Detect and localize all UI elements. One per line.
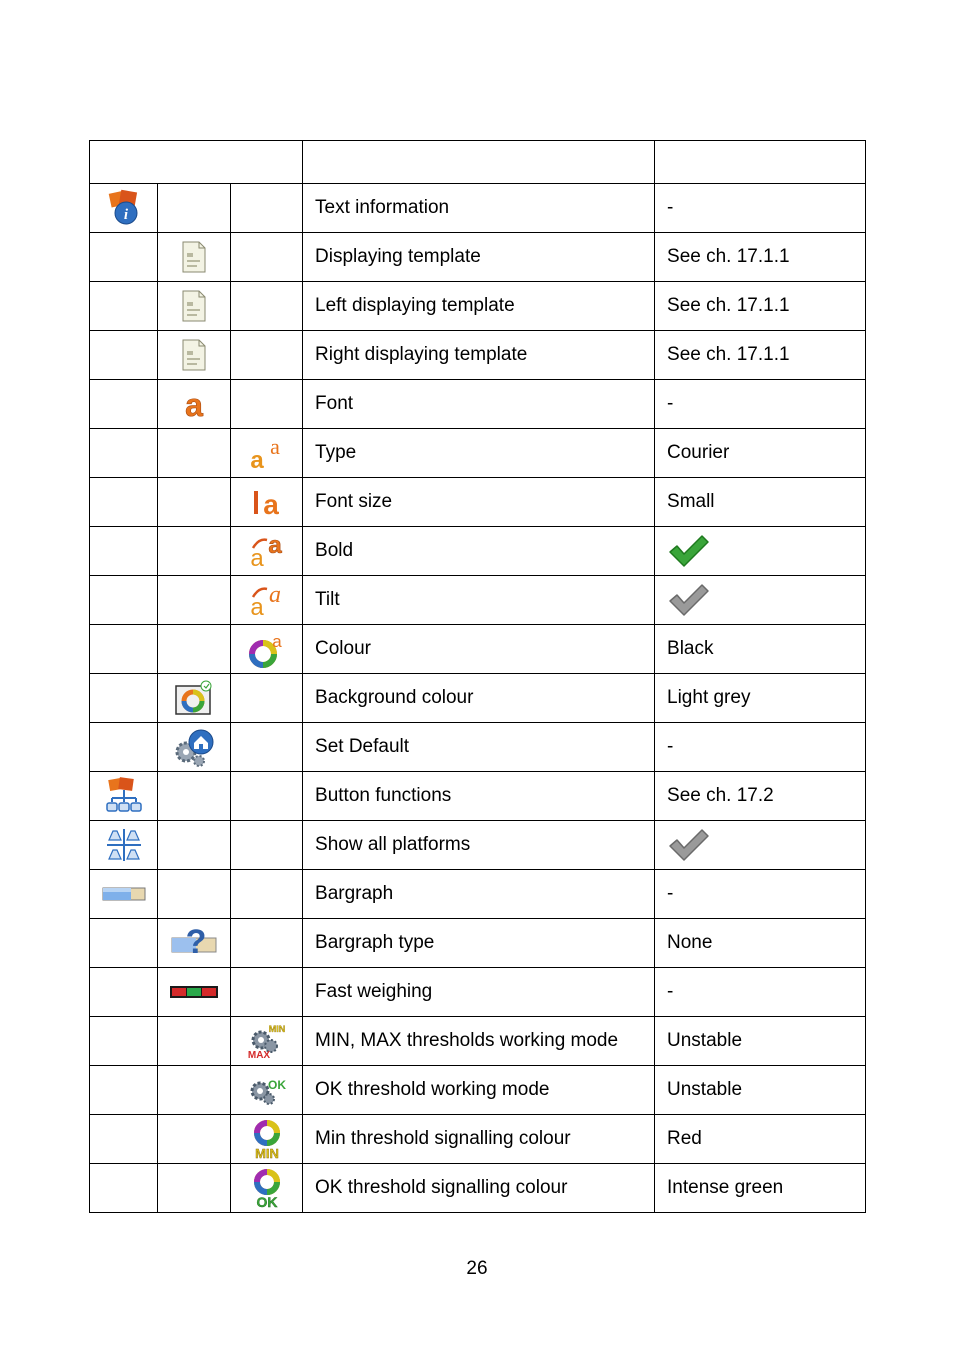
parameter-name: Right displaying template bbox=[303, 331, 655, 380]
icon-cell-level-2 bbox=[158, 821, 231, 870]
icon-cell-level-3 bbox=[231, 184, 303, 233]
table-row bbox=[90, 625, 866, 674]
icon-cell-level-3 bbox=[231, 870, 303, 919]
table-row bbox=[90, 968, 866, 1017]
icon-cell-level-2 bbox=[158, 1164, 231, 1213]
set-default-icon[interactable] bbox=[171, 726, 217, 768]
icon-cell-level-2 bbox=[158, 478, 231, 527]
checkmark-grey-icon bbox=[667, 827, 711, 863]
icon-cell-level-3 bbox=[231, 723, 303, 772]
icon-cell-level-3 bbox=[231, 429, 303, 478]
fast-weighing-icon[interactable] bbox=[169, 984, 219, 1000]
parameter-value: Black bbox=[655, 625, 866, 674]
parameter-value: See ch. 17.1.1 bbox=[655, 233, 866, 282]
svg-text:MIN: MIN bbox=[254, 1146, 279, 1160]
svg-text:a: a bbox=[262, 489, 279, 518]
parameter-name: Displaying template bbox=[303, 233, 655, 282]
table-header-row bbox=[90, 141, 866, 184]
bold-icon[interactable] bbox=[247, 532, 287, 570]
font-colour-icon[interactable] bbox=[248, 630, 286, 668]
template-icon[interactable] bbox=[180, 289, 208, 323]
icon-cell-level-2 bbox=[158, 429, 231, 478]
parameter-name: Bargraph bbox=[303, 870, 655, 919]
svg-text:?: ? bbox=[185, 924, 207, 961]
icon-cell-level-1 bbox=[90, 184, 158, 233]
table-row bbox=[90, 674, 866, 723]
icon-cell-level-2 bbox=[158, 1017, 231, 1066]
icon-cell-level-1 bbox=[90, 870, 158, 919]
icon-cell-level-3 bbox=[231, 919, 303, 968]
icon-cell-level-1 bbox=[90, 233, 158, 282]
parameter-value: Unstable bbox=[655, 1017, 866, 1066]
icon-cell-level-3 bbox=[231, 282, 303, 331]
parameter-name: Font bbox=[303, 380, 655, 429]
parameter-value bbox=[655, 527, 866, 576]
parameter-name: Show all platforms bbox=[303, 821, 655, 870]
icon-cell-level-1 bbox=[90, 576, 158, 625]
parameter-value: Light grey bbox=[655, 674, 866, 723]
parameter-value: Unstable bbox=[655, 1066, 866, 1115]
icon-cell-level-3 bbox=[231, 331, 303, 380]
table-row bbox=[90, 282, 866, 331]
icon-cell-level-3 bbox=[231, 1164, 303, 1213]
parameter-value: - bbox=[655, 380, 866, 429]
svg-text:a: a bbox=[185, 388, 203, 420]
parameter-value: Intense green bbox=[655, 1164, 866, 1213]
table-row bbox=[90, 184, 866, 233]
table-row bbox=[90, 1164, 866, 1213]
table-row bbox=[90, 429, 866, 478]
table-row bbox=[90, 870, 866, 919]
icon-cell-level-1 bbox=[90, 527, 158, 576]
icon-cell-level-2 bbox=[158, 331, 231, 380]
checkmark-grey-icon bbox=[667, 582, 711, 618]
icon-cell-level-1 bbox=[90, 1115, 158, 1164]
svg-text:MAX: MAX bbox=[247, 1050, 270, 1060]
bargraph-icon[interactable] bbox=[101, 885, 147, 903]
table-row bbox=[90, 478, 866, 527]
table-row bbox=[90, 1017, 866, 1066]
page-number: 26 bbox=[466, 1258, 488, 1279]
parameter-value bbox=[655, 821, 866, 870]
icon-cell-level-3 bbox=[231, 1115, 303, 1164]
parameter-value: See ch. 17.1.1 bbox=[655, 282, 866, 331]
svg-text:i: i bbox=[123, 207, 128, 223]
parameter-name: Text information bbox=[303, 184, 655, 233]
min-colour-icon[interactable] bbox=[247, 1118, 287, 1160]
parameter-value: See ch. 17.2 bbox=[655, 772, 866, 821]
parameter-value bbox=[655, 576, 866, 625]
parameter-table bbox=[89, 140, 866, 1213]
icon-cell-level-1 bbox=[90, 1017, 158, 1066]
icon-cell-level-3 bbox=[231, 1017, 303, 1066]
icon-cell-level-2 bbox=[158, 870, 231, 919]
ok-gears-icon[interactable] bbox=[247, 1073, 287, 1107]
svg-text:OK: OK bbox=[267, 1078, 286, 1092]
table-row bbox=[90, 527, 866, 576]
icon-cell-level-2 bbox=[158, 576, 231, 625]
parameter-name: Background colour bbox=[303, 674, 655, 723]
icon-cell-level-1 bbox=[90, 968, 158, 1017]
icon-cell-level-3 bbox=[231, 478, 303, 527]
icon-cell-level-1 bbox=[90, 331, 158, 380]
icon-cell-level-1 bbox=[90, 919, 158, 968]
icon-cell-level-2 bbox=[158, 723, 231, 772]
icon-cell-level-2 bbox=[158, 968, 231, 1017]
table-row bbox=[90, 723, 866, 772]
icon-cell-level-1 bbox=[90, 1066, 158, 1115]
checkmark-green-icon bbox=[667, 533, 711, 569]
parameter-name: Font size bbox=[303, 478, 655, 527]
svg-text:OK: OK bbox=[256, 1194, 277, 1209]
parameter-name: Tilt bbox=[303, 576, 655, 625]
table-row bbox=[90, 576, 866, 625]
parameter-name: Bargraph type bbox=[303, 919, 655, 968]
icon-cell-level-3 bbox=[231, 576, 303, 625]
icon-cell-level-1 bbox=[90, 772, 158, 821]
svg-text:a: a bbox=[249, 594, 264, 619]
table-row bbox=[90, 233, 866, 282]
table-row bbox=[90, 821, 866, 870]
icon-cell-level-2 bbox=[158, 1115, 231, 1164]
header-cell-name bbox=[303, 141, 655, 184]
icon-cell-level-2 bbox=[158, 184, 231, 233]
svg-text:a: a bbox=[249, 447, 264, 471]
button-functions-icon[interactable] bbox=[104, 776, 144, 816]
table-row bbox=[90, 380, 866, 429]
parameter-name: MIN, MAX thresholds working mode bbox=[303, 1017, 655, 1066]
icon-cell-level-1 bbox=[90, 723, 158, 772]
icon-cell-level-3 bbox=[231, 625, 303, 674]
icon-cell-level-1 bbox=[90, 429, 158, 478]
parameter-name: OK threshold signalling colour bbox=[303, 1164, 655, 1213]
parameter-name: Fast weighing bbox=[303, 968, 655, 1017]
parameter-name: Set Default bbox=[303, 723, 655, 772]
header-cell-icons bbox=[90, 141, 303, 184]
icon-cell-level-2 bbox=[158, 772, 231, 821]
icon-cell-level-3 bbox=[231, 968, 303, 1017]
parameter-value: - bbox=[655, 870, 866, 919]
ok-colour-icon[interactable] bbox=[247, 1167, 287, 1209]
icon-cell-level-3 bbox=[231, 772, 303, 821]
platforms-icon[interactable] bbox=[104, 827, 144, 863]
parameter-value: - bbox=[655, 723, 866, 772]
parameter-name: OK threshold working mode bbox=[303, 1066, 655, 1115]
parameter-value: Small bbox=[655, 478, 866, 527]
table-row bbox=[90, 919, 866, 968]
icon-cell-level-1 bbox=[90, 625, 158, 674]
parameter-name: Button functions bbox=[303, 772, 655, 821]
icon-cell-level-3 bbox=[231, 674, 303, 723]
table-row bbox=[90, 772, 866, 821]
svg-text:a: a bbox=[249, 545, 264, 570]
template-icon[interactable] bbox=[180, 240, 208, 274]
table-row bbox=[90, 1115, 866, 1164]
text-info-icon[interactable] bbox=[106, 189, 142, 227]
parameter-value: - bbox=[655, 184, 866, 233]
svg-text:MIN: MIN bbox=[268, 1024, 285, 1034]
parameter-value: Courier bbox=[655, 429, 866, 478]
svg-text:a: a bbox=[269, 435, 280, 459]
icon-cell-level-3 bbox=[231, 821, 303, 870]
parameter-name: Colour bbox=[303, 625, 655, 674]
parameter-value: None bbox=[655, 919, 866, 968]
parameter-value: See ch. 17.1.1 bbox=[655, 331, 866, 380]
icon-cell-level-1 bbox=[90, 1164, 158, 1213]
icon-cell-level-2 bbox=[158, 1066, 231, 1115]
icon-cell-level-2 bbox=[158, 919, 231, 968]
icon-cell-level-2 bbox=[158, 282, 231, 331]
table-row bbox=[90, 1066, 866, 1115]
icon-cell-level-2 bbox=[158, 625, 231, 674]
icon-cell-level-1 bbox=[90, 821, 158, 870]
icon-cell-level-3 bbox=[231, 527, 303, 576]
icon-cell-level-3 bbox=[231, 233, 303, 282]
icon-cell-level-2 bbox=[158, 674, 231, 723]
icon-cell-level-1 bbox=[90, 380, 158, 429]
template-icon[interactable] bbox=[180, 338, 208, 372]
parameter-name: Type bbox=[303, 429, 655, 478]
icon-cell-level-2 bbox=[158, 380, 231, 429]
icon-cell-level-1 bbox=[90, 282, 158, 331]
parameter-name: Bold bbox=[303, 527, 655, 576]
table-row bbox=[90, 331, 866, 380]
icon-cell-level-1 bbox=[90, 478, 158, 527]
svg-text:a: a bbox=[271, 632, 282, 651]
font-type-icon[interactable] bbox=[248, 435, 286, 471]
parameter-value: Red bbox=[655, 1115, 866, 1164]
icon-cell-level-2 bbox=[158, 527, 231, 576]
min-max-gears-icon[interactable] bbox=[247, 1022, 287, 1060]
bargraph-type-icon[interactable] bbox=[170, 924, 218, 962]
parameter-value: - bbox=[655, 968, 866, 1017]
tilt-icon[interactable] bbox=[247, 581, 287, 619]
background-colour-icon[interactable] bbox=[173, 679, 215, 717]
parameter-name: Min threshold signalling colour bbox=[303, 1115, 655, 1164]
header-cell-value bbox=[655, 141, 866, 184]
svg-text:a: a bbox=[267, 532, 282, 559]
icon-cell-level-1 bbox=[90, 674, 158, 723]
font-size-icon[interactable] bbox=[250, 486, 284, 518]
icon-cell-level-3 bbox=[231, 380, 303, 429]
font-icon[interactable] bbox=[179, 388, 209, 420]
icon-cell-level-3 bbox=[231, 1066, 303, 1115]
icon-cell-level-2 bbox=[158, 233, 231, 282]
parameter-name: Left displaying template bbox=[303, 282, 655, 331]
svg-text:a: a bbox=[268, 582, 281, 608]
